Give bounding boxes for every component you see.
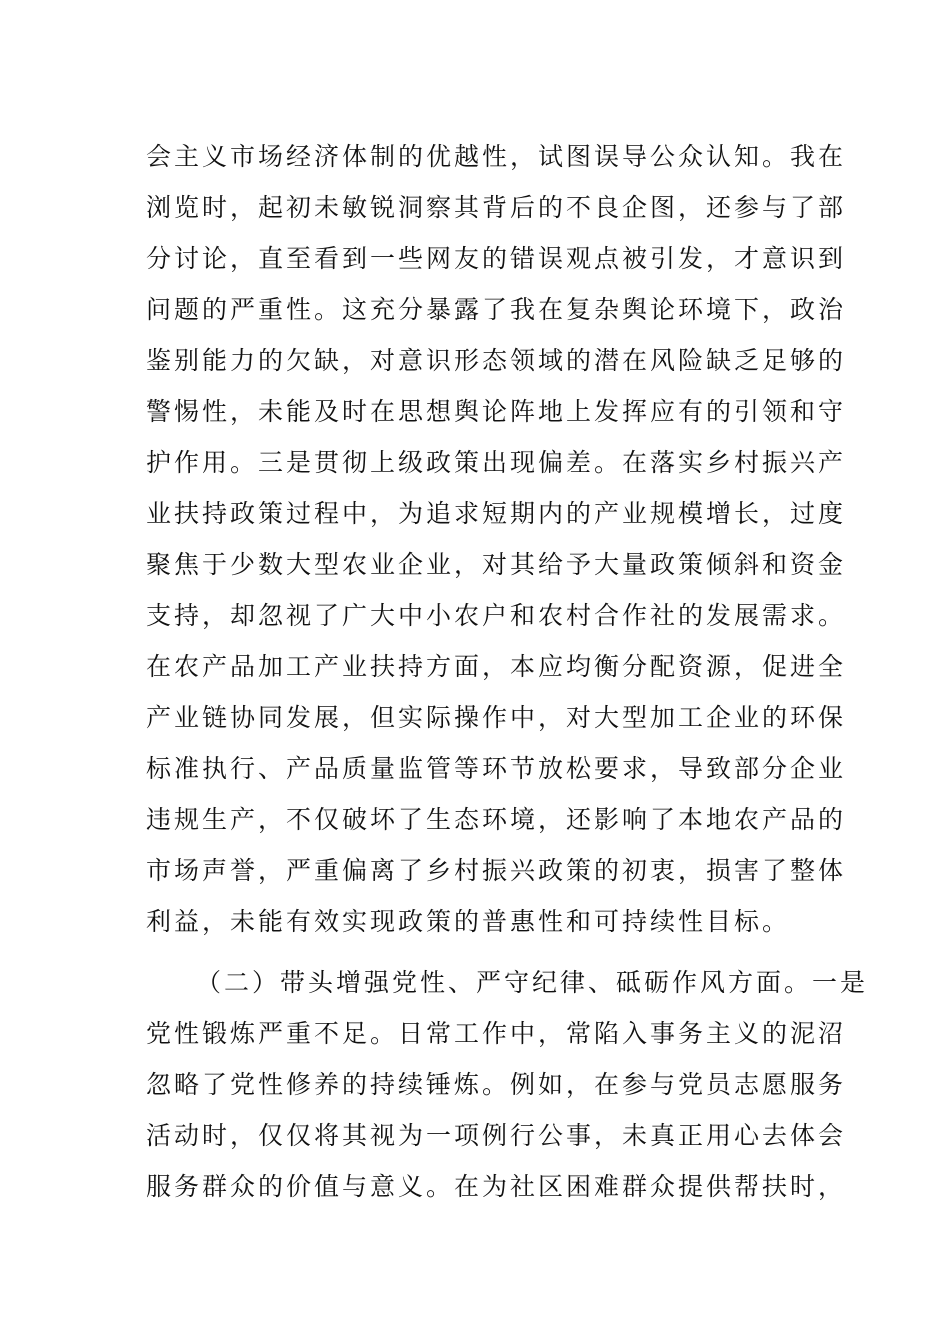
text-line: 党性锻炼严重不足。日常工作中，常陷入事务主义的泥沼: [146, 1019, 847, 1048]
text-line: 服务群众的价值与意义。在为社区困难群众提供帮扶时，: [146, 1172, 847, 1201]
paragraph-1: [146, 131, 847, 947]
text-line: 在农产品加工产业扶持方面，本应均衡分配资源，促进全: [146, 652, 847, 681]
text-line: 活动时，仅仅将其视为一项例行公事，未真正用心去体会: [146, 1121, 847, 1150]
text-line: 业扶持政策过程中，为追求短期内的产业规模增长，过度: [146, 499, 847, 528]
text-line-last: 利益，未能有效实现政策的普惠性和可持续性目标。: [146, 907, 791, 936]
text-line: 护作用。三是贯彻上级政策出现偏差。在落实乡村振兴产: [146, 448, 847, 477]
text-line: 警惕性，未能及时在思想舆论阵地上发挥应有的引领和守: [146, 397, 847, 426]
text-line: 分讨论，直至看到一些网友的错误观点被引发，才意识到: [146, 244, 847, 273]
text-line: 问题的严重性。这充分暴露了我在复杂舆论环境下，政治: [146, 295, 847, 324]
text-line: 会主义市场经济体制的优越性，试图误导公众认知。我在: [146, 142, 847, 171]
text-line: 忽略了党性修养的持续锤炼。例如，在参与党员志愿服务: [146, 1070, 847, 1099]
paragraph-2: [146, 957, 869, 1212]
document-body: [146, 131, 869, 1212]
text-line: 支持，却忽视了广大中小农户和农村合作社的发展需求。: [146, 601, 847, 630]
text-line: 违规生产，不仅破坏了生态环境，还影响了本地农产品的: [146, 805, 847, 834]
text-line: 标准执行、产品质量监管等环节放松要求，导致部分企业: [146, 754, 847, 783]
text-line: 聚焦于少数大型农业企业，对其给予大量政策倾斜和资金: [146, 550, 847, 579]
text-line: 市场声誉，严重偏离了乡村振兴政策的初衷，损害了整体: [146, 856, 847, 885]
text-line: 产业链协同发展，但实际操作中，对大型加工企业的环保: [146, 703, 847, 732]
text-line: 浏览时，起初未敏锐洞察其背后的不良企图，还参与了部: [146, 193, 847, 222]
section-heading-line: （二）带头增强党性、严守纪律、砥砺作风方面。一是: [196, 968, 869, 997]
text-line: 鉴别能力的欠缺，对意识形态领域的潜在风险缺乏足够的: [146, 346, 847, 375]
